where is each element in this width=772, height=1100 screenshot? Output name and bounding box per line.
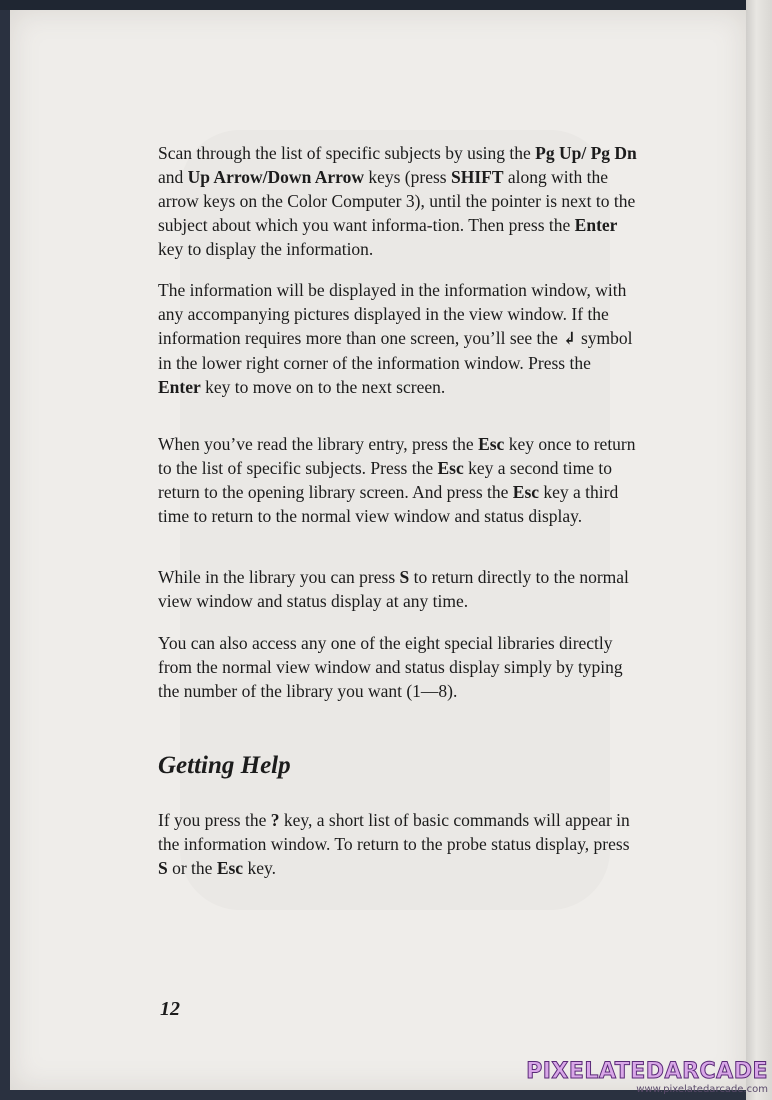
key-esc: Esc xyxy=(478,434,505,454)
page-right-edge xyxy=(746,0,772,1100)
p3-text-1: When you’ve read the library entry, press the xyxy=(158,434,479,454)
watermark-url: www.pixelatedarcade.com xyxy=(636,1084,768,1095)
key-esc: Esc xyxy=(437,458,464,478)
p1-text-2: and xyxy=(158,167,188,187)
p3-text-2: key once to return to the list of specific subjects. Press the xyxy=(158,434,636,478)
section-heading-getting-help: Getting Help xyxy=(158,752,291,779)
key-shift: SHIFT xyxy=(450,167,504,187)
p3-text-4: key a third time to return to the normal view window and status display. xyxy=(158,482,619,526)
p6-text-2: key, a short list of basic commands will appear in the information window. To return to the probe status display, press xyxy=(158,810,630,854)
key-esc: Esc xyxy=(216,858,244,878)
paragraph-press-s xyxy=(158,565,638,613)
watermark-title: PIXELATEDARCADE xyxy=(526,1059,768,1084)
p5-text-1: You can also access any one of the eight special libraries directly from the normal view window and status display simply by typing the number of the library you want (1—8). xyxy=(158,633,623,701)
paragraph-information-window xyxy=(158,278,638,399)
p1-text-1: Scan through the list of specific subjects by using the xyxy=(158,143,536,163)
key-up-down-arrow: Up Arrow/Down Arrow xyxy=(187,167,364,187)
paragraph-special-libraries xyxy=(158,631,638,703)
paragraph-esc-key xyxy=(158,432,638,528)
p2-text-1: The information will be displayed in the information window, with any accompanying pictures displayed in the view window. If the information requires more than one screen, you’ll see the xyxy=(158,280,627,348)
p1-text-3: keys (press xyxy=(363,167,451,187)
key-enter: Enter xyxy=(158,377,201,397)
page-top-edge xyxy=(0,0,772,10)
paragraph-help-key xyxy=(158,808,638,880)
key-question-mark: ? xyxy=(270,810,280,830)
key-s: S xyxy=(399,567,410,587)
page-number: 12 xyxy=(160,998,180,1020)
watermark xyxy=(526,1060,768,1096)
p2-text-2: symbol in the lower right corner of the information window. Press the xyxy=(158,328,633,373)
p6-text-1: If you press the xyxy=(158,810,271,830)
key-esc: Esc xyxy=(512,482,540,502)
paragraph-scan-subjects xyxy=(158,141,638,261)
p6-text-3: or the xyxy=(167,858,217,878)
key-enter: Enter xyxy=(574,215,618,235)
p4-text-1: While in the library you can press xyxy=(158,567,400,587)
p1-text-4: along with the arrow keys on the Color Computer 3), until the pointer is next to the subject about which you want informa-tion. Then press the xyxy=(158,167,636,235)
p1-text-5: key to display the information. xyxy=(158,239,374,259)
p3-text-3: key a second time to return to the opening library screen. And press the xyxy=(158,458,612,502)
return-arrow-icon: ↲ xyxy=(562,329,577,348)
p4-text-2: to return directly to the normal view window and status display at any time. xyxy=(158,567,629,611)
key-s: S xyxy=(158,858,168,878)
p2-text-3: key to move on to the next screen. xyxy=(200,377,446,397)
key-pgup-pgdn: Pg Up/ Pg Dn xyxy=(535,143,637,163)
p6-text-4: key. xyxy=(243,858,276,878)
